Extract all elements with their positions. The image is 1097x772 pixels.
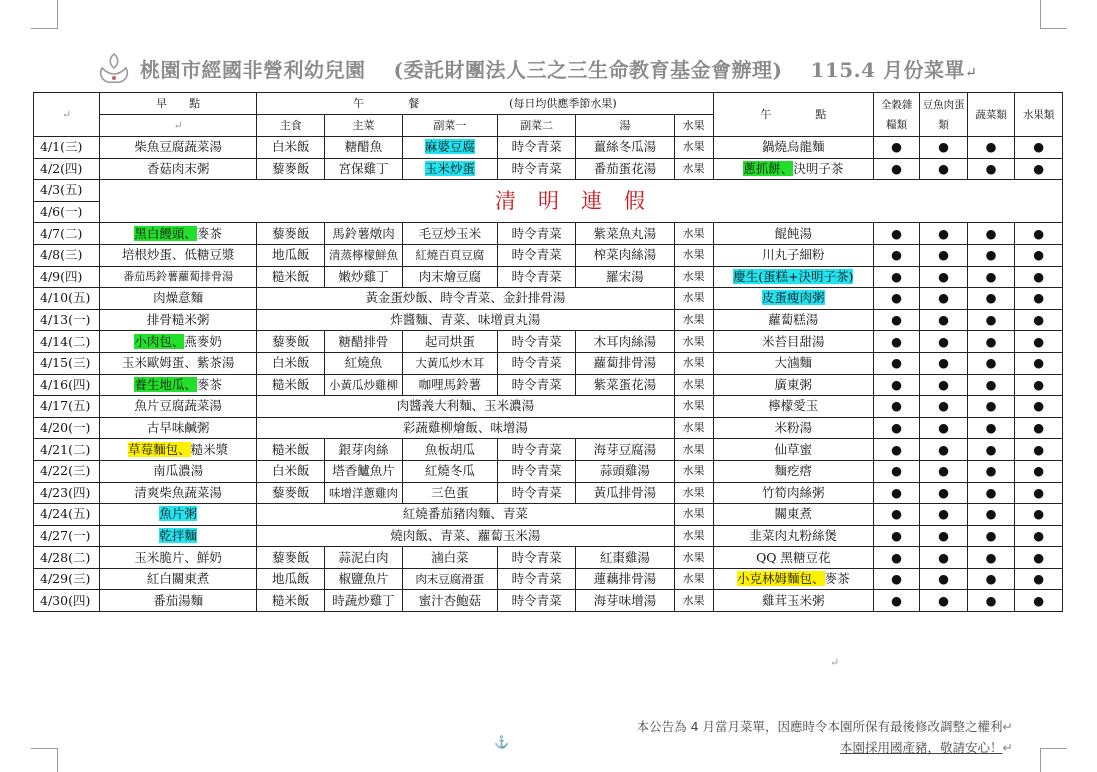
- soup-cell: 蒜頭雞湯: [576, 460, 674, 482]
- fruit-dot: ●: [1015, 439, 1063, 461]
- fruit-dot: ●: [1015, 482, 1063, 504]
- menu-row: [34, 417, 1063, 439]
- side-dish-1-cell: 肉末燴豆腐: [402, 266, 497, 288]
- fruit-cell: 水果: [674, 482, 713, 504]
- veg-dot: ●: [967, 504, 1015, 526]
- veg-dot: ●: [967, 417, 1015, 439]
- main-dish-cell: 糖醋排骨: [325, 331, 402, 353]
- veg-dot: ●: [967, 352, 1015, 374]
- side-dish-2-cell: 時令青菜: [497, 590, 576, 612]
- school-name: 桃園市經國非營利幼兒園: [140, 57, 366, 82]
- side-dish-2-header: 副菜二: [497, 115, 576, 137]
- grains-dot: ●: [873, 525, 919, 547]
- side-dish-2-cell: 時令青菜: [497, 568, 576, 590]
- main-dish-cell: 塔香鱸魚片: [325, 460, 402, 482]
- afternoon-snack-cell: 餛飩湯: [713, 223, 873, 245]
- month-title: 115.4 月份菜單: [810, 57, 966, 82]
- notice: [637, 716, 1013, 758]
- side-dish-1-cell: 肉末豆腐滑蛋: [402, 568, 497, 590]
- staple-cell: 糙米飯: [257, 374, 325, 396]
- side-dish-1-cell: 蜜汁杏鮑菇: [402, 590, 497, 612]
- breakfast-cell: 黑白饅頭、麥茶: [100, 223, 257, 245]
- side-dish-2-cell: 時令青菜: [497, 482, 576, 504]
- menu-table: [33, 92, 1063, 612]
- date-cell: 4/14(二): [34, 331, 100, 353]
- soup-cell: 黃瓜排骨湯: [576, 482, 674, 504]
- side-dish-1-cell: 三色蛋: [402, 482, 497, 504]
- veg-dot: ●: [967, 396, 1015, 418]
- lunch-label: 午 餐: [353, 96, 420, 110]
- fruit-cell: 水果: [674, 244, 713, 266]
- lunch-header: [257, 93, 714, 115]
- side-dish-2-cell: 時令青菜: [497, 547, 576, 569]
- grains-dot: ●: [873, 482, 919, 504]
- date-header: ↵: [34, 93, 100, 137]
- date-cell: 4/6(一): [34, 201, 100, 223]
- grains-dot: ●: [873, 137, 919, 159]
- breakfast-cell: 肉燥意麵: [100, 288, 257, 310]
- side-dish-1-header: 副菜一: [402, 115, 497, 137]
- afternoon-snack-cell: 仙草蜜: [713, 439, 873, 461]
- fruit-dot: ●: [1015, 266, 1063, 288]
- fruit-dot: ●: [1015, 460, 1063, 482]
- holiday-cell: 清明連假: [100, 180, 1063, 223]
- fruit-dot: ●: [1015, 417, 1063, 439]
- date-cell: 4/9(四): [34, 266, 100, 288]
- afternoon-snack-cell: 廣東粥: [713, 374, 873, 396]
- fruit-cell: 水果: [674, 331, 713, 353]
- main-dish-cell: 糖醋魚: [325, 137, 402, 159]
- date-cell: 4/30(四): [34, 590, 100, 612]
- lunch-combined-cell: 紅燒番茄豬肉麵、青菜: [257, 504, 674, 526]
- breakfast-cell: 玉米脆片、鮮奶: [100, 547, 257, 569]
- side-dish-1-cell: 咖哩馬鈴薯: [402, 374, 497, 396]
- menu-row: [34, 374, 1063, 396]
- date-cell: 4/20(一): [34, 417, 100, 439]
- menu-row: [34, 568, 1063, 590]
- afternoon-snack-cell: 關東煮: [713, 504, 873, 526]
- side-dish-2-cell: 時令青菜: [497, 352, 576, 374]
- grains-dot: ●: [873, 547, 919, 569]
- grains-dot: ●: [873, 504, 919, 526]
- protein-dot: ●: [920, 158, 968, 180]
- menu-row: [34, 244, 1063, 266]
- breakfast-cell: 草莓麵包、糙米漿: [100, 439, 257, 461]
- protein-dot: ●: [920, 482, 968, 504]
- protein-dot: ●: [920, 309, 968, 331]
- breakfast-cell: 南瓜濃湯: [100, 460, 257, 482]
- menu-row: [34, 439, 1063, 461]
- protein-dot: ●: [920, 460, 968, 482]
- breakfast-cell: 排骨糙米粥: [100, 309, 257, 331]
- afternoon-snack-cell: 皮蛋瘦肉粥: [713, 288, 873, 310]
- staple-cell: 糙米飯: [257, 590, 325, 612]
- side-dish-1-cell: 紅燒百頁豆腐: [402, 244, 497, 266]
- breakfast-cell: 柴魚豆腐蔬菜湯: [100, 137, 257, 159]
- staple-cell: 地瓜飯: [257, 568, 325, 590]
- main-dish-cell: 蒜泥白肉: [325, 547, 402, 569]
- protein-dot: ●: [920, 568, 968, 590]
- veg-dot: ●: [967, 331, 1015, 353]
- breakfast-cell: 玉米歐姆蛋、紫茶湯: [100, 352, 257, 374]
- soup-cell: 蓮藕排骨湯: [576, 568, 674, 590]
- fruit-cell: 水果: [674, 266, 713, 288]
- fruit-dot: ●: [1015, 352, 1063, 374]
- soup-header: 湯: [576, 115, 674, 137]
- afternoon-snack-cell: 米粉湯: [713, 417, 873, 439]
- date-cell: 4/28(二): [34, 547, 100, 569]
- soup-cell: 羅宋湯: [576, 266, 674, 288]
- breakfast-cell: 魚片豆腐蔬菜湯: [100, 396, 257, 418]
- afternoon-snack-cell: 竹筍肉絲粥: [713, 482, 873, 504]
- staple-cell: 糙米飯: [257, 439, 325, 461]
- side-dish-1-cell: 麻婆豆腐: [402, 137, 497, 159]
- menu-row: [34, 309, 1063, 331]
- veg-dot: ●: [967, 158, 1015, 180]
- main-dish-cell: 銀芽肉絲: [325, 439, 402, 461]
- grains-dot: ●: [873, 244, 919, 266]
- fruit-cell: 水果: [674, 309, 713, 331]
- side-dish-2-cell: 時令青菜: [497, 460, 576, 482]
- date-cell: 4/22(三): [34, 460, 100, 482]
- fruit-dot: ●: [1015, 223, 1063, 245]
- protein-dot: ●: [920, 244, 968, 266]
- date-cell: 4/7(二): [34, 223, 100, 245]
- staple-cell: 藜麥飯: [257, 158, 325, 180]
- menu-row: [34, 525, 1063, 547]
- fruit-dot: ●: [1015, 137, 1063, 159]
- fruit-cell: 水果: [674, 525, 713, 547]
- staple-cell: 藜麥飯: [257, 223, 325, 245]
- side-dish-1-cell: 毛豆炒玉米: [402, 223, 497, 245]
- side-dish-2-cell: 時令青菜: [497, 374, 576, 396]
- grains-dot: ●: [873, 568, 919, 590]
- afternoon-snack-cell: 蘿蔔糕湯: [713, 309, 873, 331]
- fruit-dot: ●: [1015, 504, 1063, 526]
- menu-row: [34, 158, 1063, 180]
- fruit-cell: 水果: [674, 158, 713, 180]
- grains-dot: ●: [873, 331, 919, 353]
- staple-cell: 白米飯: [257, 352, 325, 374]
- fruit-cell: 水果: [674, 460, 713, 482]
- document-header: [96, 44, 1005, 92]
- veg-dot: ●: [967, 288, 1015, 310]
- breakfast-header: 早 點: [100, 93, 257, 115]
- lunch-combined-cell: 彩蔬雞柳燴飯、味增湯: [257, 417, 674, 439]
- fruit-dot: ●: [1015, 396, 1063, 418]
- protein-dot: ●: [920, 417, 968, 439]
- main-dish-cell: 紅燒魚: [325, 352, 402, 374]
- menu-row: [34, 266, 1063, 288]
- side-dish-2-cell: 時令青菜: [497, 244, 576, 266]
- fruit-dot: ●: [1015, 525, 1063, 547]
- staple-cell: 藜麥飯: [257, 547, 325, 569]
- date-cell: 4/16(四): [34, 374, 100, 396]
- breakfast-cell: 番茄湯麵: [100, 590, 257, 612]
- protein-dot: ●: [920, 590, 968, 612]
- crop-mark-bottom-right: [1040, 748, 1067, 772]
- veg-dot: ●: [967, 266, 1015, 288]
- fruit-dot: ●: [1015, 590, 1063, 612]
- afternoon-snack-cell: 檸檬愛玉: [713, 396, 873, 418]
- date-cell: 4/24(五): [34, 504, 100, 526]
- date-cell: 4/17(五): [34, 396, 100, 418]
- staple-cell: 白米飯: [257, 137, 325, 159]
- fruit-cell: 水果: [674, 374, 713, 396]
- protein-dot: ●: [920, 288, 968, 310]
- afternoon-snack-cell: 慶生(蛋糕+決明子茶): [713, 266, 873, 288]
- date-cell: 4/10(五): [34, 288, 100, 310]
- protein-dot: ●: [920, 137, 968, 159]
- afternoon-snack-cell: 小克林姆麵包、麥茶: [713, 568, 873, 590]
- afternoon-snack-cell: 麵疙瘩: [713, 460, 873, 482]
- afternoon-snack-cell: 大滷麵: [713, 352, 873, 374]
- side-dish-1-cell: 滷白菜: [402, 547, 497, 569]
- veg-dot: ●: [967, 482, 1015, 504]
- afternoon-snack-cell: QQ 黑糖豆花: [713, 547, 873, 569]
- date-cell: 4/3(五): [34, 180, 100, 202]
- fruit-cell: 水果: [674, 568, 713, 590]
- staple-cell: 糙米飯: [257, 266, 325, 288]
- paragraph-mark: ↵: [965, 64, 978, 81]
- crop-mark-bottom-left: [31, 748, 58, 772]
- grains-dot: ●: [873, 374, 919, 396]
- main-dish-cell: 宮保雞丁: [325, 158, 402, 180]
- menu-row: [34, 352, 1063, 374]
- side-dish-2-cell: 時令青菜: [497, 158, 576, 180]
- soup-cell: 木耳肉絲湯: [576, 331, 674, 353]
- menu-row: [34, 482, 1063, 504]
- menu-row: [34, 547, 1063, 569]
- breakfast-subheader: ↵: [100, 115, 257, 137]
- fruit-header: 水果: [674, 115, 713, 137]
- veg-header: 蔬菜類: [967, 93, 1015, 137]
- soup-cell: 榨菜肉絲湯: [576, 244, 674, 266]
- protein-dot: ●: [920, 352, 968, 374]
- staple-cell: 地瓜飯: [257, 244, 325, 266]
- protein-dot: ●: [920, 504, 968, 526]
- lunch-combined-cell: 肉醬義大利麵、玉米濃湯: [257, 396, 674, 418]
- veg-dot: ●: [967, 547, 1015, 569]
- org-note: (委託財團法人三之三生命教育基金會辦理): [393, 57, 783, 82]
- fruit-dot: ●: [1015, 158, 1063, 180]
- lunch-note: (每日均供應季節水果): [509, 96, 617, 110]
- staple-cell: 白米飯: [257, 460, 325, 482]
- lunch-combined-cell: 燒肉飯、青菜、蘿蔔玉米湯: [257, 525, 674, 547]
- date-cell: 4/2(四): [34, 158, 100, 180]
- date-cell: 4/1(三): [34, 137, 100, 159]
- side-dish-2-cell: 時令青菜: [497, 137, 576, 159]
- protein-dot: ●: [920, 396, 968, 418]
- main-dish-cell: 馬鈴薯燉肉: [325, 223, 402, 245]
- afternoon-header: 午 點: [713, 93, 873, 137]
- breakfast-cell: 紅白關東煮: [100, 568, 257, 590]
- side-dish-2-cell: 時令青菜: [497, 439, 576, 461]
- fruit-cell: 水果: [674, 417, 713, 439]
- main-dish-cell: 味增洋蔥雞肉: [325, 482, 402, 504]
- lunch-combined-cell: 炸醬麵、青菜、味增貢丸湯: [257, 309, 674, 331]
- grains-dot: ●: [873, 309, 919, 331]
- date-cell: 4/27(一): [34, 525, 100, 547]
- protein-dot: ●: [920, 439, 968, 461]
- veg-dot: ●: [967, 568, 1015, 590]
- grains-dot: ●: [873, 396, 919, 418]
- soup-cell: 蘿蔔排骨湯: [576, 352, 674, 374]
- menu-row: [34, 504, 1063, 526]
- veg-dot: ●: [967, 590, 1015, 612]
- fruit-dot: ●: [1015, 331, 1063, 353]
- breakfast-cell: 古早味鹹粥: [100, 417, 257, 439]
- side-dish-1-cell: 魚板胡瓜: [402, 439, 497, 461]
- grains-dot: ●: [873, 288, 919, 310]
- date-cell: 4/21(二): [34, 439, 100, 461]
- fruit-dot: ●: [1015, 244, 1063, 266]
- header-row: [34, 93, 1063, 115]
- main-dish-cell: 椒鹽魚片: [325, 568, 402, 590]
- date-cell: 4/13(一): [34, 309, 100, 331]
- fruit-dot: ●: [1015, 374, 1063, 396]
- menu-row: [34, 590, 1063, 612]
- fruit-dot: ●: [1015, 309, 1063, 331]
- breakfast-cell: 小肉包、燕麥奶: [100, 331, 257, 353]
- notice-line-1: 本公告為 4 月當月菜單，因應時令本園所保有最後修改調整之權利↵: [636, 719, 1013, 734]
- afternoon-snack-cell: 韭菜肉丸粉絲煲: [713, 525, 873, 547]
- page-title: [140, 54, 1005, 83]
- protein-header: 豆魚肉蛋類: [920, 93, 968, 137]
- date-cell: 4/23(四): [34, 482, 100, 504]
- grains-dot: ●: [873, 223, 919, 245]
- fruit-cell: 水果: [674, 439, 713, 461]
- crop-mark-top-right: [1040, 0, 1067, 29]
- fruit-dot: ●: [1015, 288, 1063, 310]
- paragraph-mark: ↵: [830, 656, 840, 669]
- soup-cell: 海芽豆腐湯: [576, 439, 674, 461]
- breakfast-cell: 培根炒蛋、低糖豆漿: [100, 244, 257, 266]
- veg-dot: ●: [967, 460, 1015, 482]
- fruit-cell: 水果: [674, 590, 713, 612]
- grains-dot: ●: [873, 460, 919, 482]
- side-dish-1-cell: 起司烘蛋: [402, 331, 497, 353]
- fruit-category-header: 水果類: [1015, 93, 1063, 137]
- fruit-cell: 水果: [674, 137, 713, 159]
- protein-dot: ●: [920, 223, 968, 245]
- afternoon-snack-cell: 雞茸玉米粥: [713, 590, 873, 612]
- protein-dot: ●: [920, 525, 968, 547]
- fruit-cell: 水果: [674, 288, 713, 310]
- side-dish-2-cell: 時令青菜: [497, 223, 576, 245]
- fruit-cell: 水果: [674, 504, 713, 526]
- side-dish-2-cell: 時令青菜: [497, 331, 576, 353]
- grains-dot: ●: [873, 352, 919, 374]
- menu-row: [34, 331, 1063, 353]
- afternoon-snack-cell: 蔥抓餅、決明子茶: [713, 158, 873, 180]
- main-dish-cell: 清蒸檸檬鮮魚: [325, 244, 402, 266]
- breakfast-cell: 養生地瓜、麥茶: [100, 374, 257, 396]
- protein-dot: ●: [920, 331, 968, 353]
- soup-cell: 紫菜蛋花湯: [576, 374, 674, 396]
- side-dish-1-cell: 玉米炒蛋: [402, 158, 497, 180]
- veg-dot: ●: [967, 525, 1015, 547]
- afternoon-snack-cell: 鍋燒烏龍麵: [713, 137, 873, 159]
- fruit-cell: 水果: [674, 547, 713, 569]
- main-dish-header: 主菜: [325, 115, 402, 137]
- fruit-cell: 水果: [674, 223, 713, 245]
- menu-row: [34, 396, 1063, 418]
- veg-dot: ●: [967, 223, 1015, 245]
- main-dish-cell: 嫩炒雞丁: [325, 266, 402, 288]
- date-cell: 4/8(三): [34, 244, 100, 266]
- breakfast-cell: 番茄馬鈴薯蘿蔔排骨湯: [100, 266, 257, 288]
- school-logo-icon: [96, 48, 132, 88]
- grains-dot: ●: [873, 417, 919, 439]
- menu-row: [34, 180, 1063, 202]
- date-cell: 4/29(三): [34, 568, 100, 590]
- side-dish-1-cell: 大黃瓜炒木耳: [402, 352, 497, 374]
- soup-cell: 紫菜魚丸湯: [576, 223, 674, 245]
- breakfast-cell: 香菇肉末粥: [100, 158, 257, 180]
- veg-dot: ●: [967, 309, 1015, 331]
- fruit-dot: ●: [1015, 568, 1063, 590]
- soup-cell: 番茄蛋花湯: [576, 158, 674, 180]
- lunch-combined-cell: 黃金蛋炒飯、時令青菜、金針排骨湯: [257, 288, 674, 310]
- soup-cell: 海芽味增湯: [576, 590, 674, 612]
- menu-row: [34, 223, 1063, 245]
- protein-dot: ●: [920, 547, 968, 569]
- grains-header: 全穀雜糧類: [873, 93, 919, 137]
- menu-row: [34, 288, 1063, 310]
- fruit-dot: ●: [1015, 547, 1063, 569]
- veg-dot: ●: [967, 374, 1015, 396]
- veg-dot: ●: [967, 439, 1015, 461]
- staple-header: 主食: [257, 115, 325, 137]
- grains-dot: ●: [873, 266, 919, 288]
- side-dish-2-cell: 時令青菜: [497, 266, 576, 288]
- main-dish-cell: 小黃瓜炒雞柳: [325, 374, 402, 396]
- soup-cell: 紅棗雞湯: [576, 547, 674, 569]
- soup-cell: 薑絲冬瓜湯: [576, 137, 674, 159]
- protein-dot: ●: [920, 374, 968, 396]
- main-dish-cell: 時蔬炒雞丁: [325, 590, 402, 612]
- grains-dot: ●: [873, 158, 919, 180]
- notice-line-2: 本園採用國產豬，敬請安心！↵: [840, 740, 1013, 755]
- fruit-cell: 水果: [674, 352, 713, 374]
- grains-dot: ●: [873, 590, 919, 612]
- grains-dot: ●: [873, 439, 919, 461]
- menu-row: [34, 460, 1063, 482]
- breakfast-cell: 乾拌麵: [100, 525, 257, 547]
- protein-dot: ●: [920, 266, 968, 288]
- staple-cell: 藜麥飯: [257, 482, 325, 504]
- side-dish-1-cell: 紅燒冬瓜: [402, 460, 497, 482]
- staple-cell: 藜麥飯: [257, 331, 325, 353]
- veg-dot: ●: [967, 137, 1015, 159]
- afternoon-snack-cell: 米苔目甜湯: [713, 331, 873, 353]
- breakfast-cell: 魚片粥: [100, 504, 257, 526]
- crop-mark-top-left: [31, 0, 58, 29]
- date-cell: 4/15(三): [34, 352, 100, 374]
- veg-dot: ●: [967, 244, 1015, 266]
- breakfast-cell: 清爽柴魚蔬菜湯: [100, 482, 257, 504]
- anchor-icon: ⚓: [494, 735, 509, 749]
- menu-row: [34, 137, 1063, 159]
- afternoon-snack-cell: 川丸子細粉: [713, 244, 873, 266]
- fruit-cell: 水果: [674, 396, 713, 418]
